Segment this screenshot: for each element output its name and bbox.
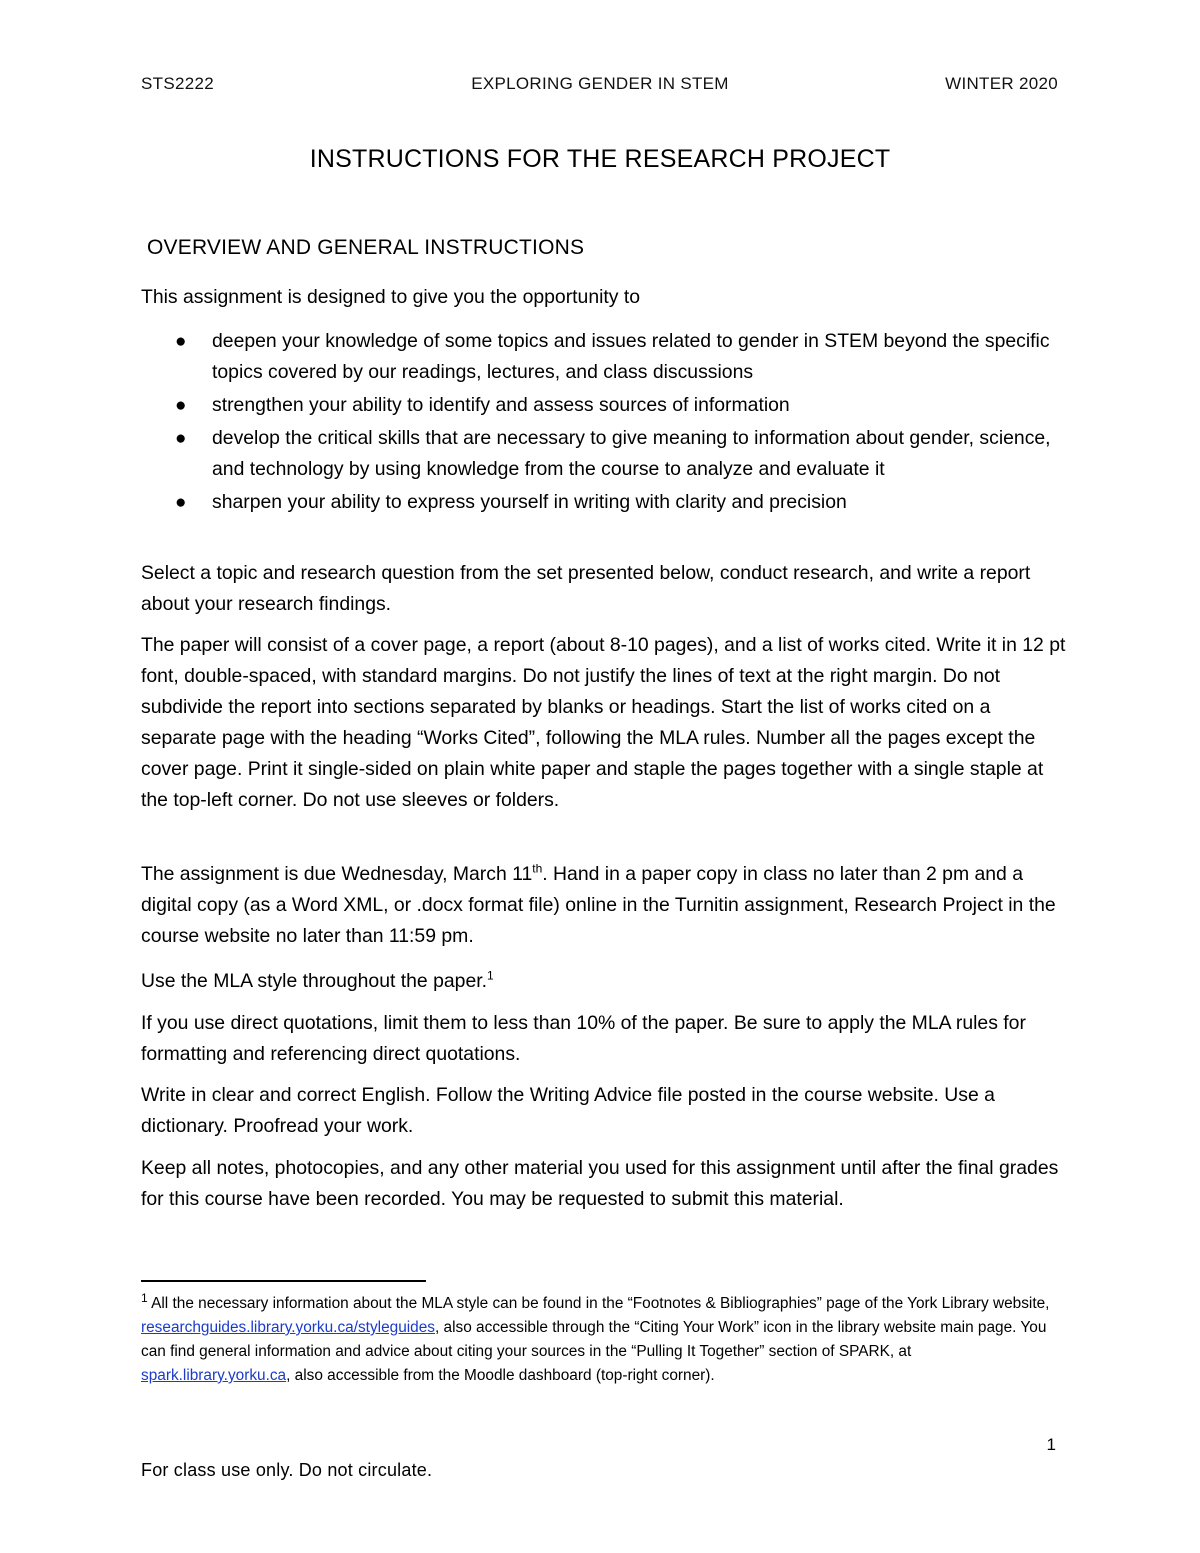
page-title: INSTRUCTIONS FOR THE RESEARCH PROJECT: [309, 145, 891, 173]
bullet-icon: ●: [175, 331, 187, 352]
paper-format-paragraph: The paper will consist of a cover page, a report (about 8-10 pages), and a list of works cited. Write it in 12 pt font, double-spaced, with standard margins. Do not justify the lines of text at the right margin. Do not subdivide the report into sections separated by blanks or headings. Start the list of works cited on a separate page with the heading “Works Cited”, following the MLA rules. Number all the pages except the cover page. Print it single-sided on plain white paper and staple the pages together with a single staple at the top-left corner. Do not use sleeves or folders.: [141, 634, 1066, 811]
footnote-marker: 1: [141, 1290, 148, 1305]
footnote: [141, 1292, 1051, 1388]
header-term: WINTER 2020: [945, 74, 1058, 93]
footnote-text: All the necessary information about the MLA style can be found in the “Footnotes & Bibliographies” page of the York Library website,: [147, 1295, 1050, 1312]
bullet-icon: ●: [175, 492, 187, 513]
section-heading: OVERVIEW AND GENERAL INSTRUCTIONS: [147, 236, 585, 259]
keep-materials-paragraph: Keep all notes, photocopies, and any other material you used for this assignment until after the final grades for this course have been recorded. You may be requested to submit this material.: [141, 1157, 1059, 1210]
list-item-text: sharpen your ability to express yourself in writing with clarity and precision: [212, 491, 847, 513]
select-topic-paragraph: Select a topic and research question from the set presented below, conduct research, and write a report about your research findings.: [141, 562, 1031, 615]
list-item: [141, 487, 1071, 518]
due-superscript: th: [532, 861, 543, 876]
list-item: [141, 423, 1071, 485]
quotations-paragraph: If you use direct quotations, limit them to less than 10% of the paper. Be sure to apply the MLA rules for formatting and referencing direct quotations.: [141, 1012, 1026, 1065]
footnote-ref[interactable]: 1: [487, 968, 494, 983]
page-number: 1: [1046, 1435, 1056, 1454]
due-date-paragraph: [141, 859, 1071, 952]
header-course-code: STS2222: [141, 74, 214, 93]
list-item-text: strengthen your ability to identify and assess sources of information: [212, 394, 790, 416]
footnote-divider: [141, 1280, 426, 1282]
due-text-start: The assignment is due Wednesday, March 11: [141, 863, 533, 885]
header-course-title: EXPLORING GENDER IN STEM: [471, 74, 729, 93]
spark-link[interactable]: spark.library.yorku.ca: [141, 1367, 287, 1384]
due-text-end: . Hand in a paper copy in class no later than 2 pm and a digital copy (as a Word XML, or .docx format file) online in the Turnitin assignment, Research Project in the course website no later than 11:59 pm.: [141, 863, 1056, 947]
footer-notice: For class use only. Do not circulate.: [141, 1460, 433, 1480]
objectives-list: [141, 326, 1071, 520]
styleguides-link[interactable]: researchguides.library.yorku.ca/styleguides: [141, 1319, 435, 1336]
list-item: [141, 390, 1071, 421]
bullet-icon: ●: [175, 395, 187, 416]
list-item-text: develop the critical skills that are necessary to give meaning to information about gender, science, and technology by using knowledge from the course to analyze and evaluate it: [212, 427, 1051, 480]
writing-paragraph: Write in clear and correct English. Follow the Writing Advice file posted in the course website. Use a dictionary. Proofread your work.: [141, 1084, 995, 1137]
list-item: [141, 326, 1071, 388]
bullet-icon: ●: [175, 428, 187, 449]
mla-style-paragraph: [141, 966, 1071, 997]
mla-text: Use the MLA style throughout the paper.: [141, 970, 488, 992]
intro-paragraph: This assignment is designed to give you the opportunity to: [141, 286, 641, 308]
footnote-text: , also accessible through the “Citing Your Work” icon in the library website main page. You can find general information and advice about citing your sources in the “Pulling It Together” section of SPARK, at: [141, 1319, 1047, 1360]
footnote-text: , also accessible from the Moodle dashboard (top-right corner).: [286, 1367, 715, 1384]
list-item-text: deepen your knowledge of some topics and issues related to gender in STEM beyond the specific topics covered by our readings, lectures, and class discussions: [212, 330, 1050, 383]
